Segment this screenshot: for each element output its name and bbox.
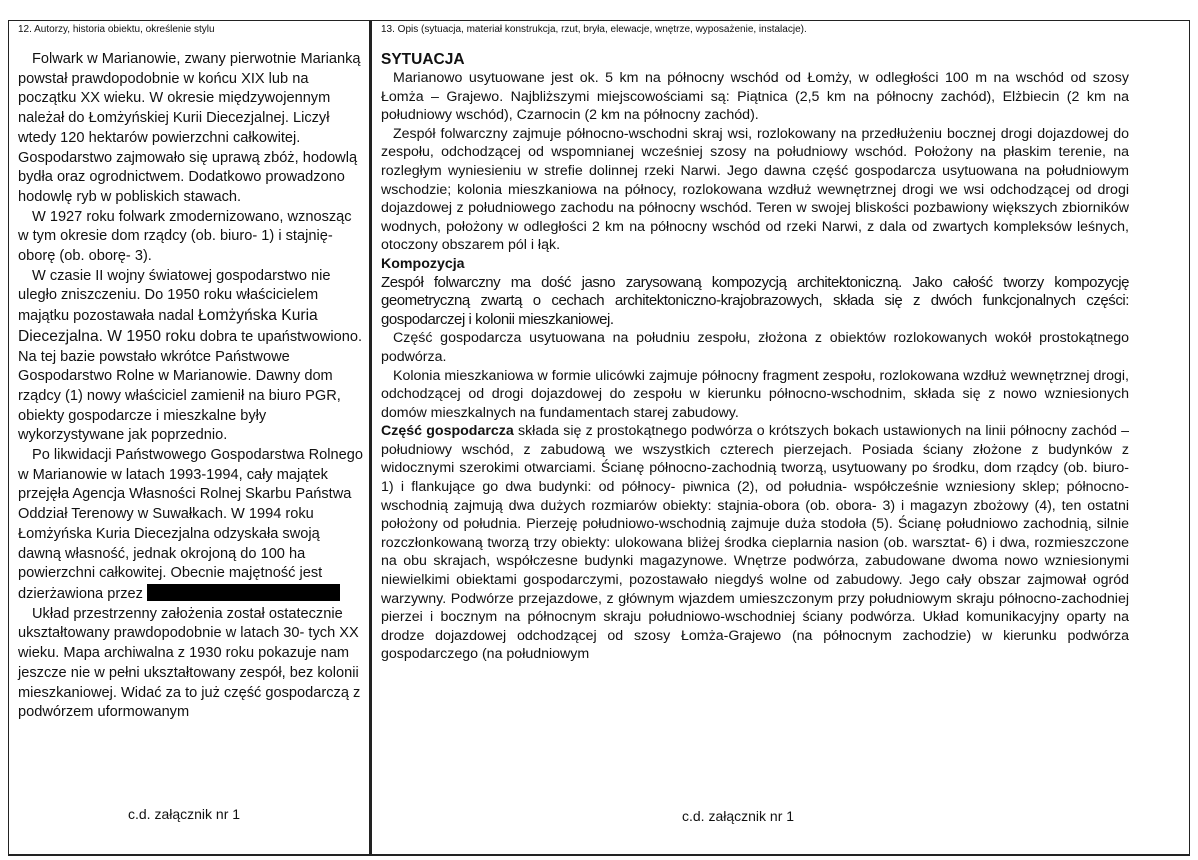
right-continuation-note: c.d. załącznik nr 1 bbox=[682, 808, 795, 824]
history-paragraph-3a: W czasie II wojny światowej gospodarstwo nie uległo zniszczeniu. Do 1950 roku właścicielem majątku pozostawała nadal bbox=[18, 267, 331, 325]
history-paragraph-4 bbox=[18, 446, 363, 605]
history-paragraph-5: Układ przestrzenny założenia został ostatecznie ukształtowany prawdopodobnie w latach 30- tych XX wieku. Mapa archiwalna z 1930 roku pokazuje nam jeszcze nie w pełni ukształtowany zespół, bez kolonii mieszkaniowej. Widać za to już część gospodarczą z podwórzem uformowanym bbox=[18, 605, 361, 721]
description-column bbox=[381, 50, 1129, 664]
description-paragraph-6 bbox=[381, 422, 1129, 664]
redaction-bar bbox=[147, 584, 340, 601]
description-paragraph-2: Zespół folwarczny zajmuje północno-wschodni skraj wsi, rozlokowany na przedłużeniu bocznej drogi dojazdowej do zespołu, odchodzącej od wspomnianej wcześniej szosy na południowy wschód. Położony na płaskim terenie, na rozległym wyniesieniu w strefie dolinnej rzeki Narwi. Jego dawna część gospodarcza usytuowana na południowym wschodzie; kolonia mieszkaniowa na północy, rozlokowana wzdłuż wewnętrznej drogi we wsi odchodzącej od drogi dojazdowej z południowego zachodu na północny wschód. Teren w swojej bliskości pozbawiony większych zbiorników wodnych, położony w odległości 2 km na północny wschód od rzeki Narwi, z dala od zwartych kompleksów leśnych, otoczony obszarem pól i łąk. bbox=[381, 125, 1129, 254]
history-column bbox=[18, 50, 363, 723]
history-paragraph-3b: Łomżyńska Kuria Diecezjalna. W 1950 roku bbox=[18, 307, 318, 345]
frame-right-border bbox=[1189, 20, 1190, 856]
description-paragraph-5: Kolonia mieszkaniowa w formie ulicówki zajmuje północny fragment zespołu, rozlokowana wzdłuż wewnętrznej drogi, odchodzącej od drogi dojazdowej do zespołu w kierunku północno-wschodnim, składa się z nowo wzniesionych domów mieszkalnych na fundamentach starej zabudowy. bbox=[381, 367, 1129, 421]
description-paragraph-1: Marianowo usytuowane jest ok. 5 km na północny wschód od Łomży, w odległości 100 m na wschód od szosy Łomża – Grajewo. Najbliższymi miejscowościami są: Piątnica (2,5 km na północny zachód), Elżbiecin (2 km na południowy wschód), Czarnocin (2 km na północny zachód). bbox=[381, 70, 1129, 124]
right-column-header: 13. Opis (sytuacja, materiał konstrukcja, rzut, bryła, elewacje, wnętrze, wyposażenie, instalacje). bbox=[381, 24, 807, 35]
history-paragraph-3c: dobra te upaństwowiono. Na tej bazie powstało wkrótce Państwowe Gospodarstwo Rolne w Marianowie. Dawny dom rządcy (1) nowy właściciel zamienił na biuro PGR, obiekty gospodarcze i mieszkalne były wykorzystywane jak poprzednio. bbox=[18, 328, 363, 444]
history-paragraph-4-text: Po likwidacji Państwowego Gospodarstwa Rolnego w Marianowie w latach 1993-1994, cały majątek przejęła Agencja Własności Rolnej Skarbu Państwa Oddział Terenowy w Suwałkach. W 1994 roku Łomżyńska Kuria Diecezjalna odzyskała swoją dawną własność, jednak okrojoną do 100 ha powierzchni całkowitej. Obecnie majętność jest dzierżawiona przez bbox=[18, 447, 363, 602]
history-paragraph-1: Folwark w Marianowie, zwany pierwotnie Marianką powstał prawdopodobnie w końcu XIX lub na początku XX wieku. W okresie międzywojennym należał do Łomżyńskiej Kurii Diecezjalnej. Liczył wtedy 120 hektarów powierzchni całkowitej. Gospodarstwo zajmowało się uprawą zbóż, hodowlą bydła oraz ogrodnictwem. Dodatkowo prowadzono hodowlę ryb w pobliskich stawach. bbox=[18, 51, 361, 205]
section-heading-kompozycja: Kompozycja bbox=[381, 255, 465, 272]
description-paragraph-3: Zespół folwarczny ma dość jasno zarysowaną kompozycją architektoniczną. Jako całość tworzy kompozycję geometryczną zwartą o cechach architektoniczno-krajobrazowych, składa się z dwóch funkcjonalnych części: gospodarczej i kolonii mieszkaniowej. bbox=[381, 273, 1129, 328]
left-column-header: 12. Autorzy, historia obiektu, określenie stylu bbox=[18, 24, 215, 35]
frame-left-border bbox=[8, 20, 9, 856]
description-paragraph-6-text: składa się z prostokątnego podwórza o krótszych bokach ustawionych na linii północny zachód – południowy wschód, z zabudową we wszystkich czterech pierzejach. Posiada ściany złożone z budynków z widocznymi szerokimi otwarciami. Ścianę północno-zachodnią tworzą, usytuowany po środku, dom rządcy (ob. biuro- 1) i flankujące go dwa budynki: od północy- piwnica (2), od południa- współcześnie wzniesiony sklep; północno-wschodnią zajmują dwa dużych rozmiarów obiekty: stajnia-obora (ob. obora- 3) i magazyn zbożowy (4), ten ostatni położony od południa. Pierzeję południowo-wschodnią zajmuje duża stodoła (5). Ścianę południowo zachodnią, silnie rozczłonkowaną tworzą trzy obiekty: ulokowana bliżej środka cieplarnia nasion (ob. warsztat- 6) i dwa, rozmieszczone na obu skrajach, współczesne budynki magazynowe. Wnętrze podwórza, zabudowane dwoma nowo wzniesionymi niewielkimi obiektami gospodarczymi, pozostawało niegdyś wolne od zabudowy. Jego cały obszar zajmował ogród warzywny. Podwórze przejazdowe, z głównym wjazdem umieszczonym przy południowym skraju północno-zachodniej pierzei i bocznym na północnym skraju południowo-wschodniej ściany podwórza. Układ komunikacyjny oparty na drodze dojazdowej odchodzącej od szosy Łomża-Grajewo (na północnym zachodzie) w kierunku podwórza gospodarczego (na południowym bbox=[381, 423, 1129, 663]
history-paragraph-3 bbox=[18, 267, 363, 446]
column-divider bbox=[369, 20, 372, 856]
history-paragraph-2: W 1927 roku folwark zmodernizowano, wznosząc w tym okresie dom rządcy (ob. biuro- 1) i stajnię-oborę (ob. oborę- 3). bbox=[18, 208, 352, 265]
section-heading-sytuacja: SYTUACJA bbox=[381, 51, 465, 68]
section-heading-czesc-gospodarcza: Część gospodarcza bbox=[381, 423, 514, 440]
description-paragraph-4: Część gospodarcza usytuowana na południu zespołu, złożona z obiektów rozlokowanych wokół prostokątnego podwórza. bbox=[381, 330, 1129, 365]
left-continuation-note: c.d. załącznik nr 1 bbox=[128, 806, 241, 822]
